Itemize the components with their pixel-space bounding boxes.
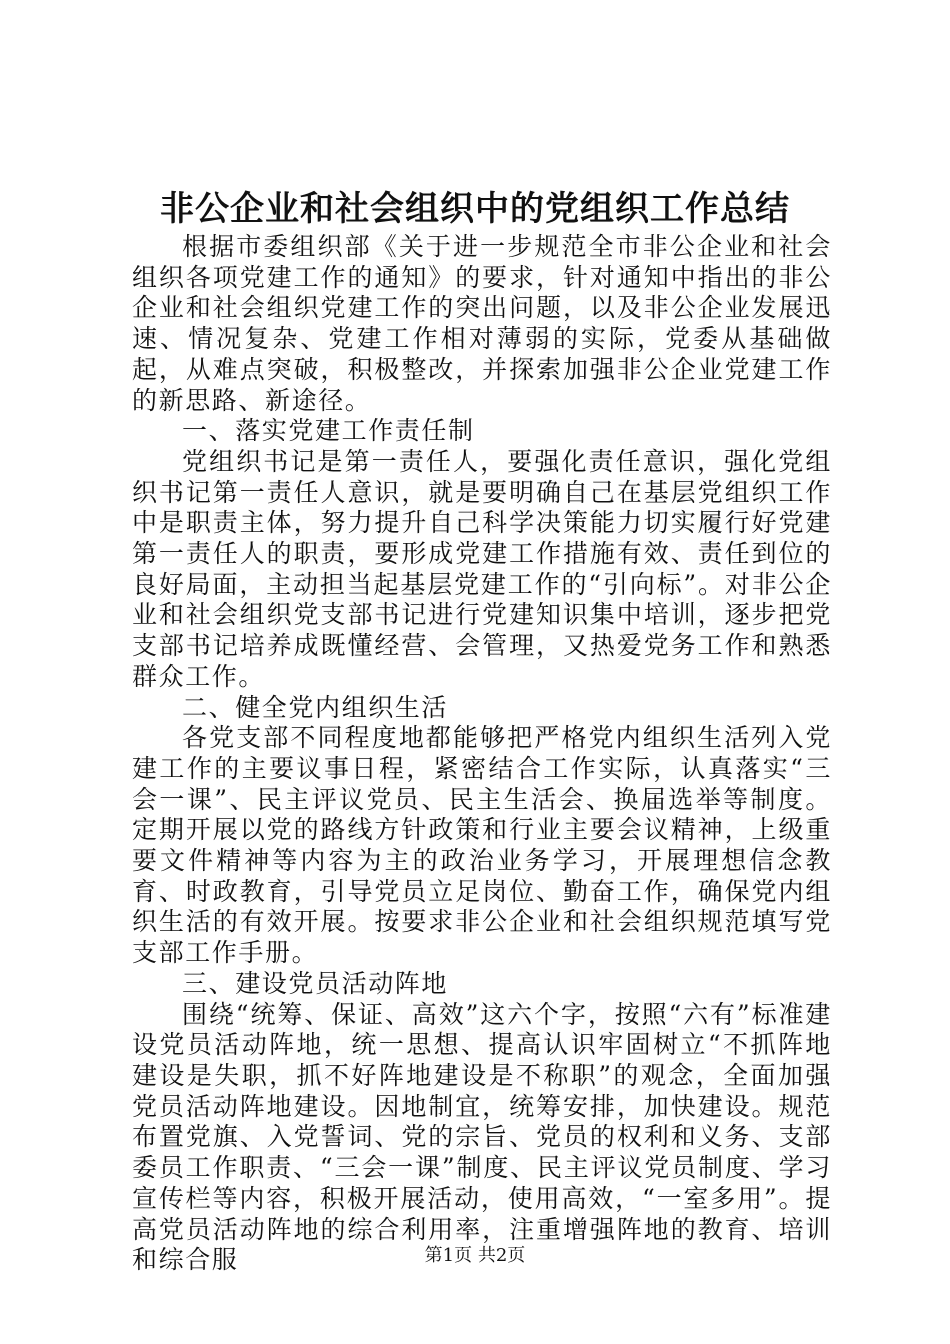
intro-paragraph: 根据市委组织部《关于进一步规范全市非公企业和社会组织各项党建工作的通知》的要求，针对通知中指出的非公企业和社会组织党建工作的突出问题，以及非公企业发展迅速、情况复杂、党建工作相对薄弱的实际，党委从基础做起，从难点突破，积极整改，并探索加强非公企业党建工作的新思路、新途径。 — [132, 232, 832, 415]
document-body — [132, 232, 832, 1276]
section-heading-2: 二、健全党内组织生活 — [182, 692, 449, 722]
section-heading-1: 一、落实党建工作责任制 — [182, 416, 475, 446]
document-title: 非公企业和社会组织中的党组织工作总结 — [160, 189, 790, 229]
page-number: 第1页 共2页 — [424, 1245, 526, 1266]
section-paragraph-2: 各党支部不同程度地都能够把严格党内组织生活列入党建工作的主要议事日程，紧密结合工作实际，认真落实“三会一课”、民主评议党员、民主生活会、换届选举等制度。定期开展以党的路线方针政策和行业主要会议精神，上级重要文件精神等内容为主的政治业务学习，开展理想信念教育、时政教育，引导党员立足岗位、勤奋工作，确保党内组织生活的有效开展。按要求非公企业和社会组织规范填写党支部工作手册。 — [132, 723, 832, 968]
section-paragraph-3: 围绕“统筹、保证、高效”这六个字，按照“六有”标准建设党员活动阵地，统一思想、提高认识牢固树立“不抓阵地建设是失职，抓不好阵地建设是不称职”的观念，全面加强党员活动阵地建设。因地制宜，统筹安排，加快建设。规范布置党旗、入党誓词、党的宗旨、党员的权利和义务、支部委员工作职责、“三会一课”制度、民主评议党员制度、学习宣传栏等内容，积极开展活动，使用高效，“一室多用”。提高党员活动阵地的综合利用率，注重增强阵地的教育、培训和综合服 — [132, 999, 832, 1275]
section-paragraph-1: 党组织书记是第一责任人，要强化责任意识，强化党组织书记第一责任人意识，就是要明确自己在基层党组织工作中是职责主体，努力提升自己科学决策能力切实履行好党建第一责任人的职责，要形成党建工作措施有效、责任到位的良好局面，主动担当起基层党建工作的“引向标”。对非公企业和社会组织党支部书记进行党建知识集中培训，逐步把党支部书记培养成既懂经营、会管理，又热爱党务工作和熟悉群众工作。 — [132, 446, 832, 691]
section-heading-3: 三、建设党员活动阵地 — [182, 968, 449, 998]
